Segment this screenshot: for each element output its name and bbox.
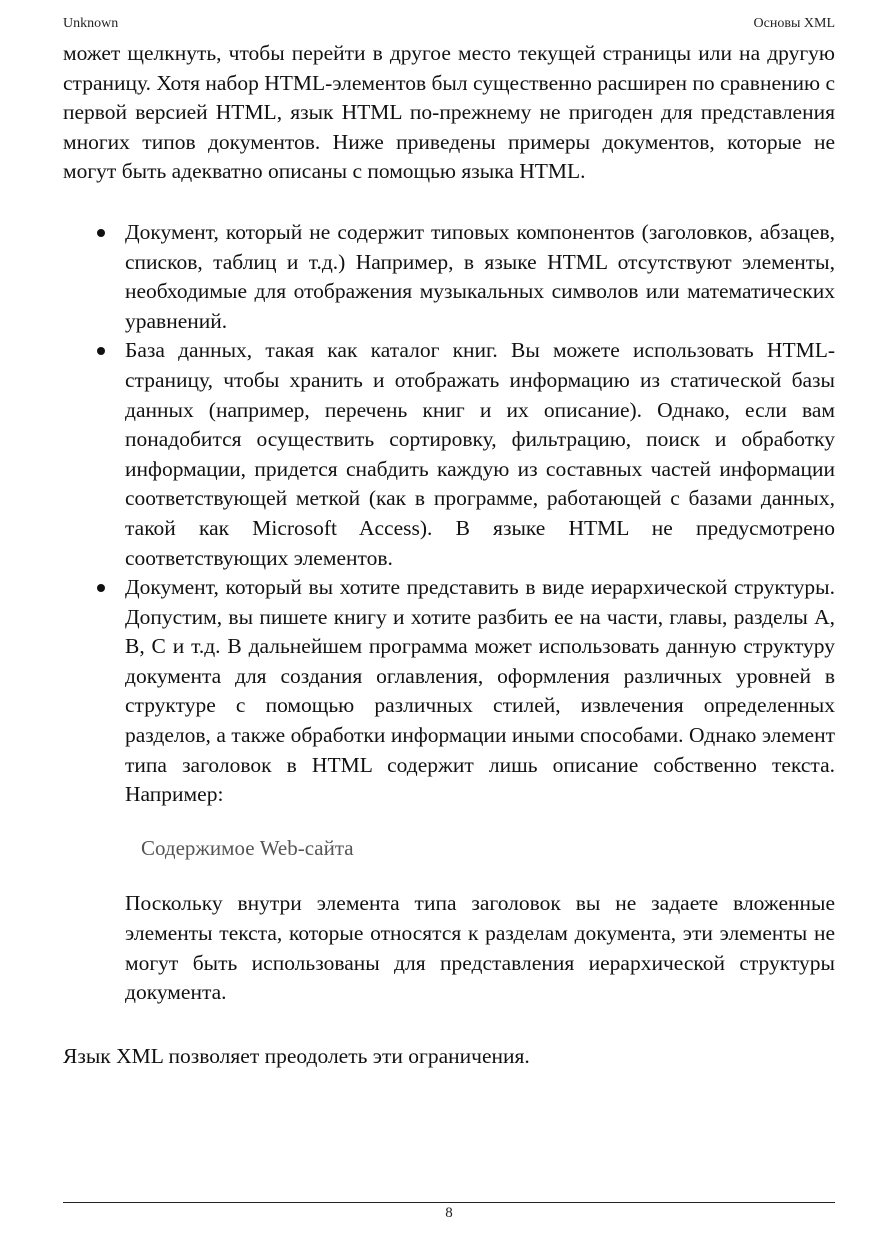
- bullet-icon: [97, 229, 105, 237]
- example-heading: Содержимое Web-сайта: [141, 835, 354, 860]
- limitations-list: [63, 218, 835, 810]
- list-item: [63, 573, 835, 810]
- intro-paragraph: может щелкнуть, чтобы перейти в другое место текущей страницы или на другую страницу. Хотя набор HTML-элементов был существенно расширен по сравнению с первой версией HTML, язык HTML по-прежнему не пригоден для представления многих типов документов. Ниже приведены примеры документов, которые не могут быть адекватно описаны с помощью языка HTML.: [63, 41, 835, 184]
- page-header: [63, 16, 835, 36]
- list-item-text: Документ, который вы хотите представить в виде иерархической структуры. Допустим, вы пишете книгу и хотите разбить ее на части, главы, разделы A, B, C и т.д. В дальнейшем программа может использовать данную структуру документа для создания оглавления, оформления различных уровней в структуре с помощью различных стилей, извлечения определенных разделов, а также обработки информации иными способами. Однако элемент типа заголовок в HTML содержит лишь описание собственно текста. Например:: [125, 575, 835, 807]
- header-left-text: Unknown: [63, 16, 119, 31]
- footer-divider: [63, 1202, 835, 1203]
- bullet-icon: [97, 584, 105, 592]
- page-body: [63, 39, 835, 1071]
- list-item-text: Документ, который не содержит типовых компонентов (заголовков, абзацев, списков, таблиц и т.д.) Например, в языке HTML отсутствуют элементы, необходимые для отображения музыкальных символов или математических уравнений.: [125, 219, 835, 333]
- list-item-text: База данных, такая как каталог книг. Вы можете использовать HTML-страницу, чтобы хранить и отображать информацию из статической базы данных (например, перечень книг и их описание). Однако, если вам понадобится осуществить сортировку, фильтрацию, поиск и обработку информации, придется снабдить каждую из составных частей информации соответствующей меткой (как в программе, работающей с базами данных, такой как Microsoft Access). В языке HTML не предусмотрено соответствующих элементов.: [125, 338, 835, 570]
- page-number: 8: [445, 1205, 453, 1221]
- header-right-title: Основы XML: [753, 16, 835, 31]
- example-explanation: Поскольку внутри элемента типа заголовок вы не задаете вложенные элементы текста, которые относятся к разделам документа, эти элементы не могут быть использованы для представления иерархической структуры документа.: [125, 891, 835, 1005]
- bullet-icon: [97, 347, 105, 355]
- closing-paragraph: Язык XML позволяет преодолеть эти ограничения.: [63, 1043, 530, 1068]
- list-item: [63, 218, 835, 336]
- list-item: [63, 336, 835, 573]
